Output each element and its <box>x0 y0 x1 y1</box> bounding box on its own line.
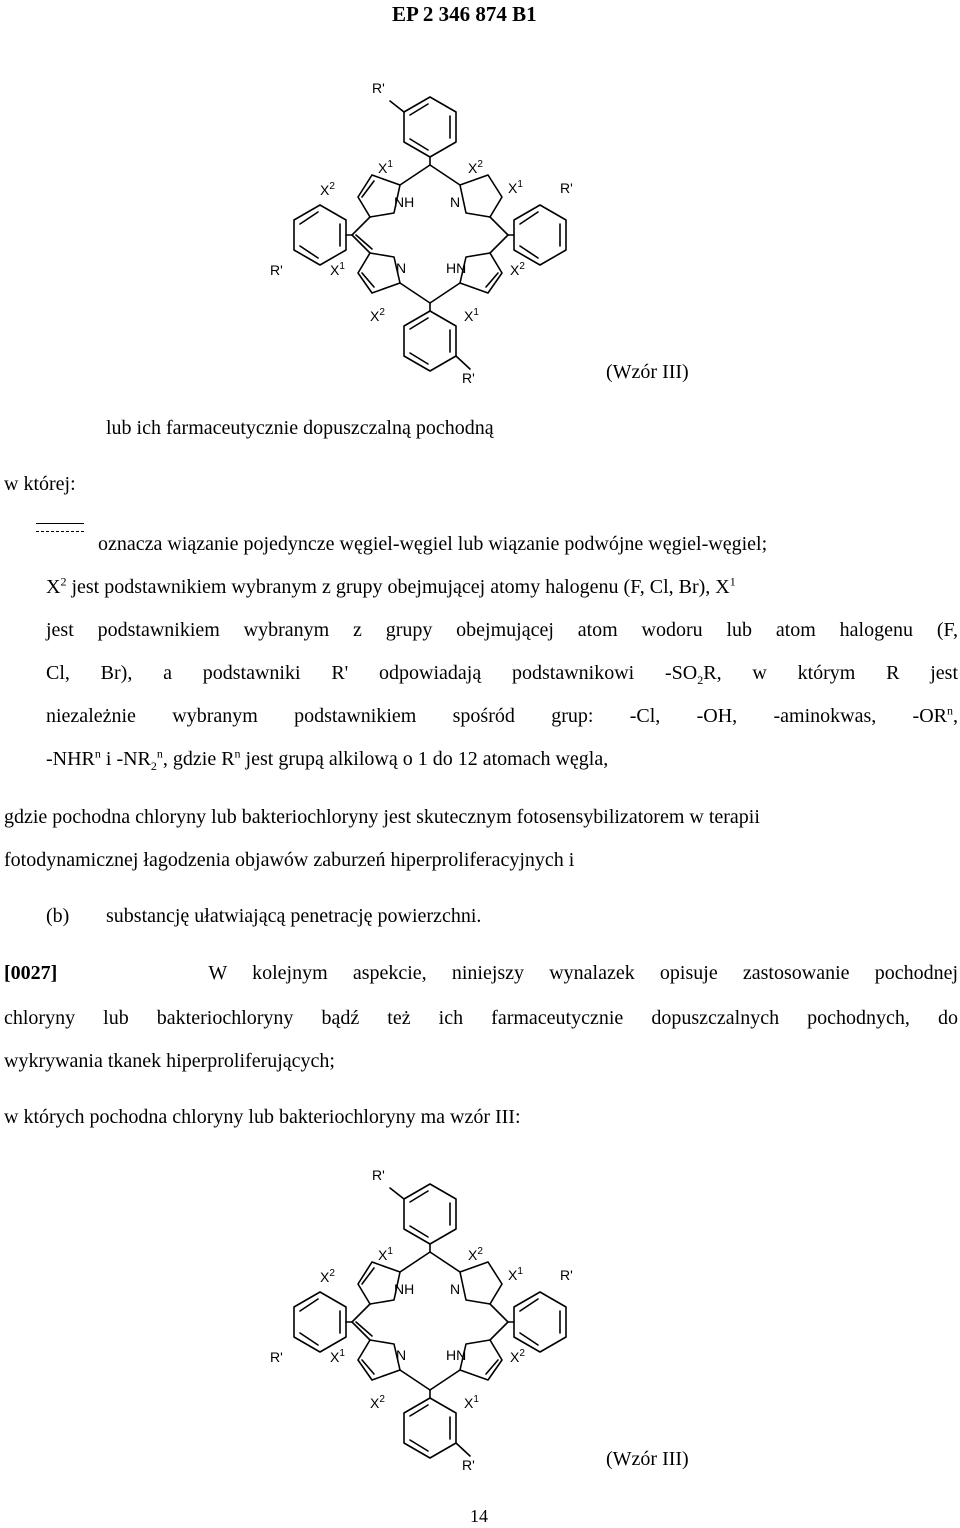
chemical-structure-formula-iii-top <box>260 75 600 395</box>
atom-label-x: $X^1$ <box>508 179 523 196</box>
atom-label-r-prime: R' <box>560 180 573 196</box>
atom-label-r-prime: R' <box>462 370 475 386</box>
atom-label-x: $X^1$ <box>508 1266 523 1283</box>
page-number: 14 <box>470 1506 488 1526</box>
atom-label-r-prime: R' <box>372 1167 385 1183</box>
atom-label-x: $X^1$ <box>330 1348 345 1365</box>
paragraph-number: [0027] <box>4 962 58 984</box>
atom-label-r-prime: R' <box>270 262 283 278</box>
text-line: niezależnie wybranym podstawnikiem spośród grup: -Cl, -OH, -aminokwas, $-OR^n$, <box>46 703 958 727</box>
paragraph-line: wykrywania tkanek hiperproliferujących; <box>4 1050 335 1072</box>
atom-label-x: $X^1$ <box>330 261 345 278</box>
text-line: Cl, Br), a podstawniki R' odpowiadają podstawnikowi $-SO_2R$, w którym R jest <box>46 662 959 687</box>
atom-label-r-prime: R' <box>270 1349 283 1365</box>
text-line: substancję ułatwiającą penetrację powierzchni. <box>106 905 482 927</box>
atom-label-nh: NH <box>394 194 415 210</box>
patent-number: EP 2 346 874 B1 <box>392 2 537 26</box>
atom-label-x: $X^2$ <box>468 159 483 176</box>
text-line: oznacza wiązanie pojedyncze węgiel-węgiel lub wiązanie podwójne węgiel-węgiel; <box>98 533 768 555</box>
text-line: w których pochodna chloryny lub bakteriochloryny ma wzór III: <box>4 1106 521 1128</box>
atom-label-x: $X^2$ <box>468 1246 483 1263</box>
atom-label-x: $X^2$ <box>370 1394 385 1411</box>
text-line: w której: <box>4 473 76 495</box>
text-line: fotodynamicznej łagodzenia objawów zaburzeń hiperproliferacyjnych i <box>4 849 575 871</box>
atom-label-r-prime: R' <box>372 80 385 96</box>
chemical-structure-formula-iii-bottom <box>260 1162 600 1482</box>
atom-label-n: N <box>396 260 407 276</box>
atom-label-x: $X^2$ <box>510 261 525 278</box>
bond-symbol-icon <box>36 521 84 535</box>
paragraph-line: chloryny lub bakteriochloryny bądź też ich farmaceutycznie dopuszczalnych pochodnych, do <box>4 1007 958 1029</box>
text-line: -NHR$^n$ i $-NR_2^n$, gdzie $R^n$ jest grupą alkilową o 1 do 12 atomach węgla, <box>46 746 609 773</box>
atom-label-r-prime: R' <box>462 1457 475 1473</box>
atom-label-hn: HN <box>446 260 467 276</box>
text-line: lub ich farmaceutycznie dopuszczalną pochodną <box>106 417 494 439</box>
atom-label-x: $X^2$ <box>370 307 385 324</box>
atom-label-nh: NH <box>394 1281 415 1297</box>
text-line: $X^2$ jest podstawnikiem wybranym z grupy obejmującej atomy halogenu (F, Cl, Br), $X^1$ <box>46 574 736 598</box>
atom-label-n: N <box>450 194 461 210</box>
atom-label-x: $X^2$ <box>510 1348 525 1365</box>
item-label: (b) <box>46 905 70 927</box>
text-line: jest podstawnikiem wybranym z grupy obejmującej atom wodoru lub atom halogenu (F, <box>46 619 958 641</box>
formula-label: (Wzór III) <box>606 361 689 383</box>
formula-label: (Wzór III) <box>606 1448 689 1470</box>
text-line: gdzie pochodna chloryny lub bakteriochloryny jest skutecznym fotosensybilizatorem w terapii <box>4 806 760 828</box>
atom-label-hn: HN <box>446 1347 467 1363</box>
atom-label-x: $X^2$ <box>320 1268 335 1285</box>
atom-label-r-prime: R' <box>560 1267 573 1283</box>
atom-label-n: N <box>450 1281 461 1297</box>
atom-label-x: $X^2$ <box>320 181 335 198</box>
atom-label-x: $X^1$ <box>464 1394 479 1411</box>
atom-label-n: N <box>396 1347 407 1363</box>
atom-label-x: $X^1$ <box>464 307 479 324</box>
paragraph-line: [0027] W kolejnym aspekcie, niniejszy wynalazek opisuje zastosowanie pochodnej <box>4 962 958 984</box>
atom-label-x: $X^1$ <box>378 1246 393 1263</box>
atom-label-x: $X^1$ <box>378 159 393 176</box>
